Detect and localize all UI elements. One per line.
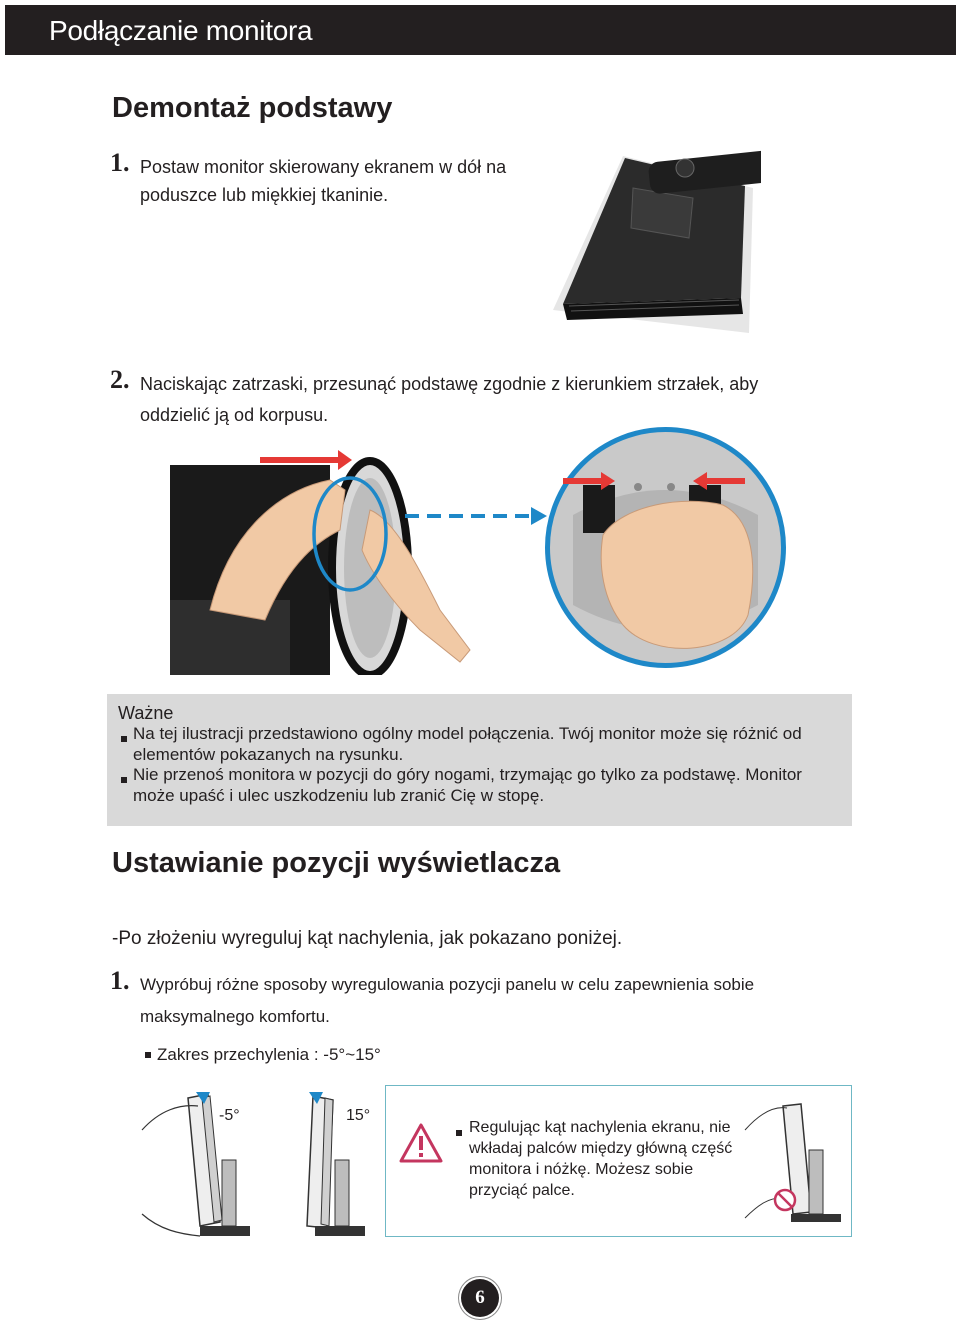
section-title-display-position: Ustawianie pozycji wyświetlacza: [112, 847, 561, 879]
step-text-line: Postaw monitor skierowany ekranem w dół na: [140, 157, 507, 177]
step-text-line: Naciskając zatrzaski, przesunąć podstawę zgodnie z kierunkiem strzałek, aby: [140, 374, 759, 394]
section-title-stand-removal: Demontaż podstawy: [112, 92, 393, 124]
tilt-minus-label: -5°: [219, 1107, 240, 1124]
warning-line: monitora i nóżkę. Możesz sobie: [469, 1161, 694, 1178]
header-title: Podłączanie monitora: [49, 15, 313, 46]
warning-line: przyciąć palce.: [469, 1182, 575, 1199]
tilt-range-text: Zakres przechylenia : -5°~15°: [157, 1045, 381, 1064]
warning-line: Regulując kąt nachylenia ekranu, nie: [469, 1119, 731, 1136]
bullet-icon: [121, 736, 127, 742]
step-text-line: Wypróbuj różne sposoby wyregulowania pozycji panelu w celu zapewnienia sobie: [140, 975, 755, 994]
tilt-plus-illustration: [295, 1090, 385, 1245]
warning-line: wkładaj palców między główną część: [469, 1140, 733, 1157]
step-text-line: maksymalnego komfortu.: [140, 1007, 330, 1026]
bullet-icon: [145, 1052, 151, 1058]
monitor-facedown-illustration: [553, 128, 761, 338]
bullet-icon: [456, 1130, 462, 1136]
tilt-plus-label: 15°: [346, 1107, 371, 1124]
step-number: 1.: [110, 966, 130, 995]
intro-text: -Po złożeniu wyreguluj kąt nachylenia, jak pokazano poniżej.: [112, 928, 623, 949]
step-number: 1.: [110, 148, 130, 177]
page-number: 6: [475, 1287, 485, 1308]
page-header: [5, 5, 956, 55]
step-text-line: oddzielić ją od korpusu.: [140, 405, 329, 425]
stand-removal-photo: [170, 450, 480, 675]
warning-text: [469, 1117, 739, 1201]
dashed-arrow-connector: [405, 506, 550, 526]
note-item-line: Na tej ilustracji przedstawiono ogólny model połączenia. Twój monitor może się różnić od: [133, 724, 802, 743]
latch-detail-zoom: [543, 425, 788, 670]
page-number-badge: [461, 1279, 499, 1317]
note-item-line: Nie przenoś monitora w pozycji do góry nogami, trzymając go tylko za podstawę. Monitor: [133, 765, 802, 784]
step-text-line: poduszce lub miękkiej tkaninie.: [140, 185, 389, 205]
warning-triangle-icon: [398, 1122, 444, 1164]
important-note-box: [107, 694, 852, 826]
pinch-warning-box: [385, 1085, 852, 1237]
step-number: 2.: [110, 365, 130, 394]
note-item-line: elementów pokazanych na rysunku.: [133, 745, 404, 764]
note-title: Ważne: [118, 703, 174, 723]
note-item-line: może upaść i ulec uszkodzeniu lub zranić Cię w stopę.: [133, 786, 545, 805]
bullet-icon: [121, 777, 127, 783]
pinch-hazard-illustration: [741, 1100, 841, 1228]
